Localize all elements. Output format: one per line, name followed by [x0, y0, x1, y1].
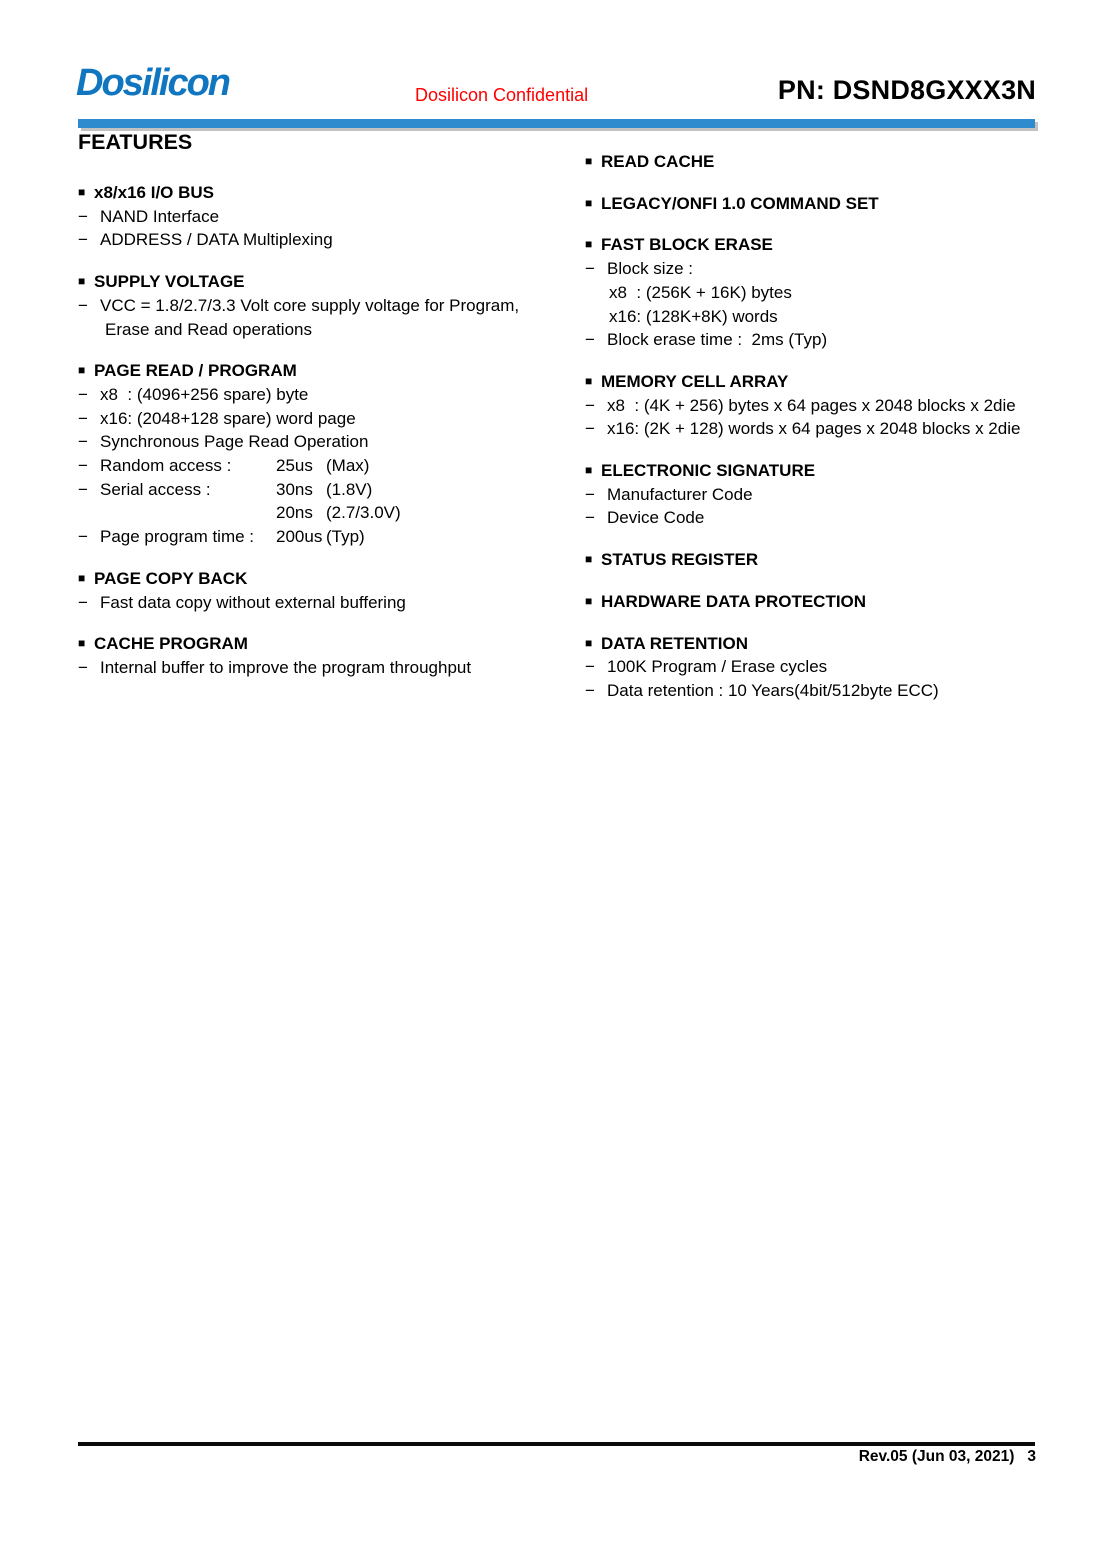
section-memory-cell-array [585, 370, 1070, 441]
timing-qualifier: (Typ) [326, 527, 365, 547]
feature-item [585, 483, 1070, 507]
footer [859, 1448, 1036, 1466]
section-title-text: x8/x16 I/O BUS [94, 183, 215, 202]
timing-qualifier: (1.8V) [326, 479, 373, 499]
dash-bullet: − [585, 259, 595, 279]
section-title-text: PAGE COPY BACK [94, 568, 248, 588]
dash-bullet: − [585, 657, 595, 677]
section-page-copy-back [78, 567, 573, 614]
feature-item-text: ADDRESS / DATA Multiplexing [100, 230, 333, 250]
dash-bullet: − [78, 295, 88, 315]
feature-item-text: x8 : (4096+256 spare) byte [100, 384, 309, 404]
feature-item [585, 328, 1070, 352]
feature-item [78, 407, 573, 431]
timing-label: Page program time : [100, 527, 255, 547]
square-bullet-icon: ■ [585, 154, 593, 168]
section-title-text: SUPPLY VOLTAGE [94, 272, 245, 292]
feature-item-text: Data retention : 10 Years(4bit/512byte ECC) [607, 680, 939, 700]
section-fast-block-erase [585, 233, 1070, 352]
section-title-text: STATUS REGISTER [601, 550, 759, 570]
section-supply-voltage [78, 270, 573, 341]
feature-item [78, 294, 573, 318]
feature-item-text: Synchronous Page Read Operation [100, 432, 369, 452]
timing-row [78, 478, 573, 502]
timing-label: Random access : [100, 456, 232, 476]
feature-item [78, 383, 573, 407]
feature-item-text: Erase and Read operations [105, 319, 312, 339]
dosilicon-logo: Dosilicon [76, 62, 230, 104]
dash-bullet: − [78, 384, 88, 404]
feature-item-text: VCC = 1.8/2.7/3.3 Volt core supply voltage for Program, [100, 295, 520, 315]
feature-item-text: Fast data copy without external buffering [100, 592, 406, 612]
section-title-text: MEMORY CELL ARRAY [601, 371, 789, 391]
dash-bullet: − [585, 680, 595, 700]
section-title-text: PAGE READ / PROGRAM [94, 361, 297, 381]
section-title-text: ELECTRONIC SIGNATURE [601, 461, 816, 481]
confidential-label: Dosilicon Confidential [415, 85, 589, 105]
timing-value: 25us [276, 456, 313, 476]
feature-item [78, 205, 573, 229]
section-title-text: READ CACHE [601, 152, 715, 171]
timing-row [78, 501, 573, 525]
feature-item [585, 417, 1070, 441]
dash-bullet: − [585, 395, 595, 415]
timing-qualifier: (Max) [326, 456, 370, 476]
timing-row [78, 454, 573, 478]
feature-sub-item [585, 281, 1070, 305]
dash-bullet: − [78, 408, 88, 428]
feature-item [78, 656, 573, 680]
section-title [585, 150, 1070, 174]
section-title [585, 632, 1070, 656]
feature-item [585, 394, 1070, 418]
feature-item-continuation [78, 318, 573, 342]
feature-item-text: x8 : (4K + 256) bytes x 64 pages x 2048 blocks x 2die [607, 395, 1016, 415]
feature-item [78, 591, 573, 615]
page-number: 3 [1027, 1448, 1036, 1465]
section-title-text: CACHE PROGRAM [94, 634, 248, 654]
square-bullet-icon: ■ [585, 552, 593, 567]
features-right-column [585, 150, 1070, 721]
dash-bullet: − [78, 479, 88, 499]
square-bullet-icon: ■ [78, 274, 86, 289]
dash-bullet: − [78, 432, 88, 452]
feature-item-text: x16: (2K + 128) words x 64 pages x 2048 blocks x 2die [607, 419, 1021, 439]
part-number: PN: DSND8GXXX3N [777, 75, 1036, 105]
dash-bullet: − [78, 206, 88, 226]
feature-sub-item [585, 305, 1070, 329]
square-bullet-icon: ■ [78, 363, 86, 378]
square-bullet-icon: ■ [585, 635, 593, 650]
section-title-text: FAST BLOCK ERASE [601, 235, 773, 255]
dash-bullet-spacer [78, 501, 100, 525]
footer-rule [78, 1442, 1035, 1446]
section-read-cache [585, 150, 1070, 174]
feature-item [78, 430, 573, 454]
section-title [78, 567, 573, 591]
feature-item-text: Block size : [607, 259, 693, 279]
dash-bullet: − [585, 484, 595, 504]
section-title [78, 632, 573, 656]
section-data-retention [585, 632, 1070, 703]
section-io-bus [78, 181, 573, 252]
square-bullet-icon: ■ [78, 570, 86, 585]
section-title [78, 181, 573, 205]
section-legacy-onfi [585, 192, 1070, 216]
feature-item-text: Manufacturer Code [607, 484, 753, 504]
section-title-text: LEGACY/ONFI 1.0 COMMAND SET [601, 193, 879, 213]
section-status-register [585, 548, 1070, 572]
feature-item-text: x16: (128K+8K) words [609, 306, 778, 326]
feature-item [78, 228, 573, 252]
feature-item-text: Block erase time : 2ms (Typ) [607, 330, 828, 350]
section-title [585, 459, 1070, 483]
square-bullet-icon: ■ [585, 463, 593, 478]
feature-item-text: 100K Program / Erase cycles [607, 657, 828, 677]
feature-item-text: x8 : (256K + 16K) bytes [609, 282, 792, 302]
section-title [585, 233, 1070, 257]
feature-item [585, 506, 1070, 530]
timing-label [100, 501, 276, 525]
section-electronic-signature [585, 459, 1070, 530]
section-hardware-data-protection [585, 590, 1070, 614]
header-rule [78, 119, 1035, 128]
dash-bullet: − [78, 657, 88, 677]
revision-label: Rev.05 (Jun 03, 2021) [858, 1448, 1015, 1465]
feature-item-text: Device Code [607, 508, 705, 528]
timing-qualifier: (2.7/3.0V) [326, 503, 401, 523]
section-title [585, 590, 1070, 614]
timing-value: 30ns [276, 479, 313, 499]
dash-bullet: − [78, 456, 88, 476]
feature-item-text: Internal buffer to improve the program throughput [100, 657, 472, 677]
feature-item [585, 679, 1070, 703]
dash-bullet: − [585, 419, 595, 439]
timing-value: 200us [276, 527, 323, 547]
section-cache-program [78, 632, 573, 679]
section-title-text: HARDWARE DATA PROTECTION [601, 591, 867, 611]
feature-item [585, 257, 1070, 281]
section-title [585, 370, 1070, 394]
section-title [585, 548, 1070, 572]
square-bullet-icon: ■ [585, 373, 593, 388]
square-bullet-icon: ■ [585, 237, 593, 252]
timing-row [78, 525, 573, 549]
section-title [78, 270, 573, 294]
square-bullet-icon: ■ [585, 593, 593, 608]
timing-value: 20ns [276, 503, 313, 523]
feature-item-text: x16: (2048+128 spare) word page [100, 408, 356, 428]
section-title-text: DATA RETENTION [601, 633, 749, 653]
dash-bullet: − [78, 230, 88, 250]
square-bullet-icon: ■ [78, 185, 86, 199]
timing-label: Serial access : [100, 479, 211, 499]
section-title [585, 192, 1070, 216]
features-left-column [78, 181, 573, 698]
dash-bullet: − [78, 527, 88, 547]
section-title [78, 359, 573, 383]
dash-bullet: − [78, 592, 88, 612]
dash-bullet: − [585, 508, 595, 528]
feature-item [585, 655, 1070, 679]
feature-item-text: NAND Interface [100, 206, 220, 226]
page-title: FEATURES [78, 130, 193, 154]
dash-bullet: − [585, 330, 595, 350]
section-page-read-program [78, 359, 573, 549]
square-bullet-icon: ■ [78, 636, 86, 651]
square-bullet-icon: ■ [585, 195, 593, 210]
